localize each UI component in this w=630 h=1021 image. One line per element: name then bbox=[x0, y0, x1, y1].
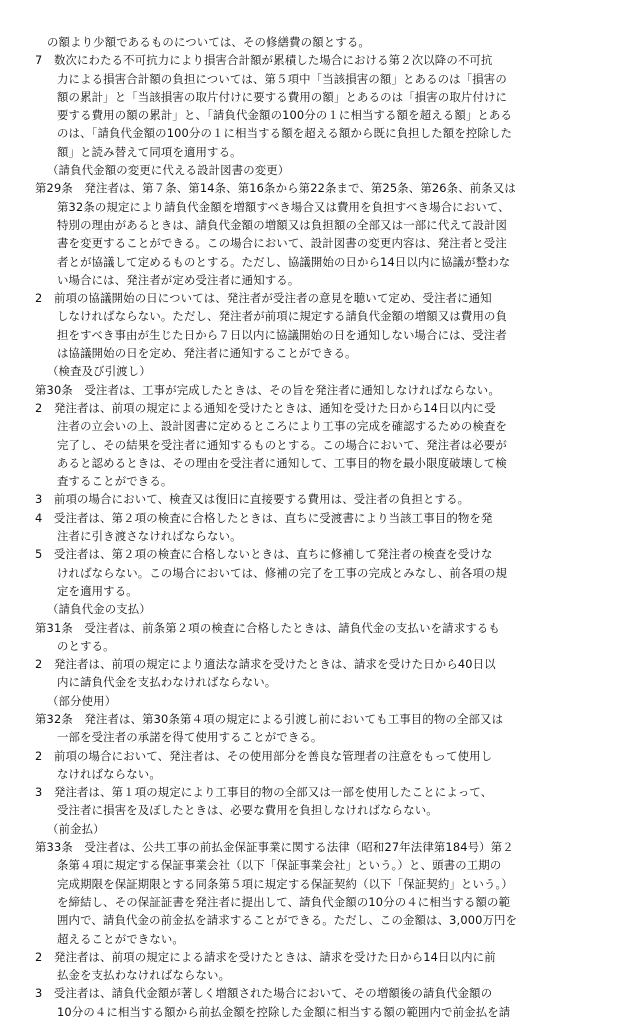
text-line: （請負代金額の変更に代える設計図書の変更） bbox=[47, 163, 290, 178]
text-line: 3 発注者は、第１項の規定により工事目的物の全部又は一部を使用したことによって、 bbox=[35, 785, 493, 800]
text-line: ければならない。この場合においては、修補の完了を工事の完成とみなし、前各項の規 bbox=[57, 565, 508, 580]
text-line: 定を適用する。 bbox=[57, 583, 138, 598]
text-line: 額の累計」と「当該損害の取片付けに要する費用の額」とあるのは「損害の取片付けに bbox=[57, 89, 508, 104]
text-line: 2 前項の場合において、発注者は、その使用部分を善良な管理者の注意をもって使用し bbox=[35, 748, 493, 763]
text-line: 3 前項の場合において、検査又は復旧に直接要する費用は、受注者の負担とする。 bbox=[35, 492, 470, 507]
text-line: 注者の立会いの上、設計図書に定めるところにより工事の完成を確認するための検査を bbox=[57, 419, 508, 434]
text-line: 2 発注者は、前項の規定により適法な請求を受けたときは、請求を受けた日から40日以 bbox=[35, 657, 496, 672]
text-line: 3 受注者は、請負代金額が著しく増額された場合において、その増額後の請負代金額の bbox=[35, 986, 493, 1001]
text-line: 注者に引き渡さなければならない。 bbox=[57, 529, 242, 544]
text-line: 条第４項に規定する保証事業会社（以下「保証事業会社」という。）と、頭書の工期の bbox=[57, 858, 502, 873]
text-line: 第30条 受注者は、工事が完成したときは、その旨を発注者に通知しなければならない。 bbox=[35, 382, 500, 397]
text-line: 額」と読み替えて同項を適用する。 bbox=[57, 144, 242, 159]
text-line: 7 数次にわたる不可抗力により損害合計額が累積した場合における第２次以降の不可抗 bbox=[35, 53, 493, 68]
text-line: 完成期限を保証期限とする同条第５項に規定する保証契約（以下「保証契約」という。） bbox=[57, 876, 513, 891]
text-line: のとする。 bbox=[57, 638, 115, 653]
text-line: のは、「請負代金額の100分の１に相当する額を超える額から既に負担した額を控除した bbox=[57, 126, 513, 141]
text-line: い場合には、発注者が定め受注者に通知する。 bbox=[57, 272, 300, 287]
text-line: 第32条の規定により請負代金額を増額すべき場合又は費用を負担すべき場合において、 bbox=[57, 199, 510, 214]
text-line: 第32条 発注者は、第30条第４項の規定による引渡し前においても工事目的物の全部又は bbox=[35, 711, 504, 726]
text-line: 5 受注者は、第２項の検査に合格しないときは、直ちに修補して発注者の検査を受けな bbox=[35, 547, 493, 562]
text-line: 2 発注者は、前項の規定による通知を受けたときは、通知を受けた日から14日以内に受 bbox=[35, 400, 496, 415]
text-line: 書を変更することができる。この場合において、設計図書の変更内容は、発注者と受注 bbox=[57, 236, 507, 251]
text-line: 囲内で、請負代金の前金払を請求することができる。ただし、この金額は、3,000万円を bbox=[57, 913, 518, 928]
text-line: 払金を支払わなければならない。 bbox=[57, 968, 231, 983]
text-line: （前金払） bbox=[47, 821, 105, 836]
text-line: 受注者に損害を及ぼしたときは、必要な費用を負担しなければならない。 bbox=[57, 803, 438, 818]
text-line: 第31条 受注者は、前条第２項の検査に合格したときは、請負代金の支払いを請求するも bbox=[35, 620, 500, 635]
text-line: しなければならない。ただし、発注者が前項に規定する請負代金額の増額又は費用の負 bbox=[57, 309, 508, 324]
text-line: の額より少額であるものについては、その修繕費の額とする。 bbox=[47, 35, 370, 49]
text-line: 力による損害合計額の負担については、第５項中「当該損害の額」とあるのは「損害の bbox=[57, 71, 507, 86]
text-line: 2 前項の協議開始の日については、発注者が受注者の意見を聴いて定め、受注者に通知 bbox=[35, 291, 492, 306]
text-line: 担をすべき事由が生じた日から７日以内に協議開始の日を通知しない場合には、受注者 bbox=[57, 327, 507, 342]
contract-document-page bbox=[35, 33, 603, 1021]
text-line: 内に請負代金を支払わなければならない。 bbox=[57, 675, 277, 690]
text-line: は協議開始の日を定め、発注者に通知することができる。 bbox=[57, 346, 357, 361]
text-line: 完了し、その結果を受注者に通知するものとする。この場合において、発注者は必要が bbox=[57, 437, 507, 452]
text-line: 10分の４に相当する額から前払金額を控除した金額に相当する額の範囲内で前金払を請 bbox=[57, 1004, 511, 1019]
text-line: 一部を受注者の承諾を得て使用することができる。 bbox=[57, 730, 323, 745]
text-line: 査することができる。 bbox=[57, 474, 173, 489]
text-line: 第33条 受注者は、公共工事の前払金保証事業に関する法律（昭和27年法律第184号）第２ bbox=[35, 840, 514, 855]
text-line: あると認めるときは、その理由を受注者に通知して、工事目的物を最小限度破壊して検 bbox=[57, 455, 507, 470]
text-line: 4 受注者は、第２項の検査に合格したときは、直ちに受渡書により当該工事目的物を発 bbox=[35, 510, 493, 525]
text-line: 第29条 発注者は、第７条、第14条、第16条から第22条まで、第25条、第26条、前条又は bbox=[35, 181, 516, 196]
text-line: 要する費用の額の累計」と、「請負代金額の100分の１に相当する額を超える額」とある bbox=[57, 108, 513, 123]
text-line: （部分使用） bbox=[47, 693, 117, 708]
text-line: 特別の理由があるときは、請負代金額の増額又は負担額の全部又は一部に代えて設計図 bbox=[57, 217, 508, 232]
text-line: 者とが協議して定めるものとする。ただし、協議開始の日から14日以内に協議が整わな bbox=[57, 254, 511, 269]
text-line: 2 発注者は、前項の規定による請求を受けたときは、請求を受けた日から14日以内に前 bbox=[35, 949, 496, 964]
text-line: （検査及び引渡し） bbox=[47, 364, 151, 379]
text-line: を締結し、その保証証書を発注者に提出して、請負代金額の10分の４に相当する額の範 bbox=[57, 894, 511, 909]
text-line: （請負代金の支払） bbox=[47, 602, 151, 617]
text-line: 超えることができない。 bbox=[57, 931, 184, 946]
text-line: なければならない。 bbox=[57, 766, 161, 781]
